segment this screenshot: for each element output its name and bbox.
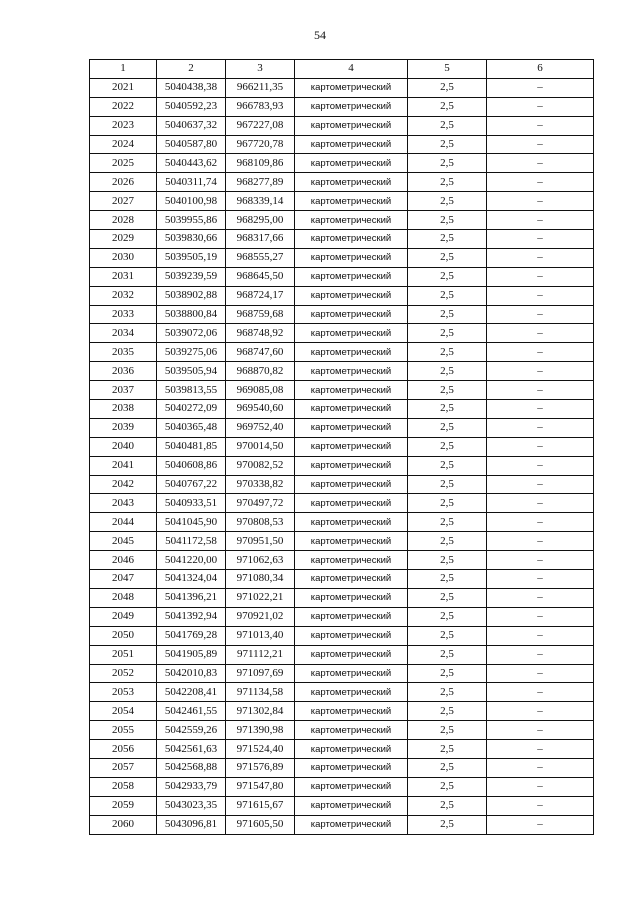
table-row (90, 475, 594, 494)
description-cell: – (487, 513, 594, 532)
description-cell: – (487, 551, 594, 570)
accuracy-cell: 2,5 (408, 683, 487, 702)
x-coordinate-cell: 5039505,94 (157, 362, 226, 381)
y-coordinate-cell: 971547,80 (226, 777, 295, 796)
method-cell: картометрический (295, 116, 408, 135)
point-number-cell: 2043 (90, 494, 157, 513)
table-row (90, 173, 594, 192)
method-cell: картометрический (295, 78, 408, 97)
description-cell: – (487, 588, 594, 607)
description-cell: – (487, 532, 594, 551)
point-number-cell: 2059 (90, 796, 157, 815)
accuracy-cell: 2,5 (408, 740, 487, 759)
table-row (90, 645, 594, 664)
column-header: 1 (90, 60, 157, 79)
accuracy-cell: 2,5 (408, 664, 487, 683)
y-coordinate-cell: 971605,50 (226, 815, 295, 834)
accuracy-cell: 2,5 (408, 721, 487, 740)
point-number-cell: 2027 (90, 192, 157, 211)
accuracy-cell: 2,5 (408, 796, 487, 815)
table-row (90, 400, 594, 419)
table-row (90, 154, 594, 173)
description-cell: – (487, 78, 594, 97)
y-coordinate-cell: 968339,14 (226, 192, 295, 211)
x-coordinate-cell: 5041392,94 (157, 607, 226, 626)
description-cell: – (487, 173, 594, 192)
point-number-cell: 2022 (90, 97, 157, 116)
method-cell: картометрический (295, 456, 408, 475)
table-row (90, 437, 594, 456)
point-number-cell: 2028 (90, 211, 157, 230)
accuracy-cell: 2,5 (408, 626, 487, 645)
y-coordinate-cell: 967227,08 (226, 116, 295, 135)
y-coordinate-cell: 966783,93 (226, 97, 295, 116)
table-row (90, 116, 594, 135)
point-number-cell: 2054 (90, 702, 157, 721)
description-cell: – (487, 664, 594, 683)
x-coordinate-cell: 5040311,74 (157, 173, 226, 192)
table-row (90, 418, 594, 437)
accuracy-cell: 2,5 (408, 78, 487, 97)
accuracy-cell: 2,5 (408, 456, 487, 475)
accuracy-cell: 2,5 (408, 381, 487, 400)
point-number-cell: 2049 (90, 607, 157, 626)
method-cell: картометрический (295, 324, 408, 343)
table-row (90, 740, 594, 759)
table-row (90, 381, 594, 400)
accuracy-cell: 2,5 (408, 645, 487, 664)
description-cell: – (487, 135, 594, 154)
table-row (90, 513, 594, 532)
method-cell: картометрический (295, 248, 408, 267)
accuracy-cell: 2,5 (408, 248, 487, 267)
table-row (90, 664, 594, 683)
method-cell: картометрический (295, 135, 408, 154)
method-cell: картометрический (295, 362, 408, 381)
method-cell: картометрический (295, 664, 408, 683)
description-cell: – (487, 721, 594, 740)
accuracy-cell: 2,5 (408, 173, 487, 192)
method-cell: картометрический (295, 513, 408, 532)
point-number-cell: 2034 (90, 324, 157, 343)
point-number-cell: 2044 (90, 513, 157, 532)
point-number-cell: 2041 (90, 456, 157, 475)
method-cell: картометрический (295, 97, 408, 116)
table-header-row (90, 60, 594, 79)
method-cell: картометрический (295, 702, 408, 721)
method-cell: картометрический (295, 777, 408, 796)
x-coordinate-cell: 5042559,26 (157, 721, 226, 740)
y-coordinate-cell: 968109,86 (226, 154, 295, 173)
table-row (90, 626, 594, 645)
method-cell: картометрический (295, 305, 408, 324)
description-cell: – (487, 230, 594, 249)
method-cell: картометрический (295, 607, 408, 626)
description-cell: – (487, 702, 594, 721)
x-coordinate-cell: 5041396,21 (157, 588, 226, 607)
y-coordinate-cell: 971524,40 (226, 740, 295, 759)
method-cell: картометрический (295, 796, 408, 815)
x-coordinate-cell: 5039830,66 (157, 230, 226, 249)
point-number-cell: 2058 (90, 777, 157, 796)
method-cell: картометрический (295, 758, 408, 777)
description-cell: – (487, 777, 594, 796)
table-body (90, 78, 594, 834)
point-number-cell: 2053 (90, 683, 157, 702)
y-coordinate-cell: 968748,92 (226, 324, 295, 343)
y-coordinate-cell: 968317,66 (226, 230, 295, 249)
table-row (90, 324, 594, 343)
y-coordinate-cell: 970808,53 (226, 513, 295, 532)
point-number-cell: 2030 (90, 248, 157, 267)
description-cell: – (487, 400, 594, 419)
point-number-cell: 2060 (90, 815, 157, 834)
accuracy-cell: 2,5 (408, 777, 487, 796)
point-number-cell: 2031 (90, 267, 157, 286)
x-coordinate-cell: 5040767,22 (157, 475, 226, 494)
table-row (90, 570, 594, 589)
point-number-cell: 2042 (90, 475, 157, 494)
accuracy-cell: 2,5 (408, 532, 487, 551)
x-coordinate-cell: 5042933,79 (157, 777, 226, 796)
y-coordinate-cell: 968645,50 (226, 267, 295, 286)
accuracy-cell: 2,5 (408, 343, 487, 362)
method-cell: картометрический (295, 192, 408, 211)
x-coordinate-cell: 5040438,38 (157, 78, 226, 97)
table-row (90, 721, 594, 740)
point-number-cell: 2055 (90, 721, 157, 740)
y-coordinate-cell: 968295,00 (226, 211, 295, 230)
y-coordinate-cell: 969540,60 (226, 400, 295, 419)
table-row (90, 588, 594, 607)
y-coordinate-cell: 968870,82 (226, 362, 295, 381)
description-cell: – (487, 418, 594, 437)
x-coordinate-cell: 5041045,90 (157, 513, 226, 532)
method-cell: картометрический (295, 211, 408, 230)
description-cell: – (487, 116, 594, 135)
description-cell: – (487, 475, 594, 494)
column-header: 6 (487, 60, 594, 79)
accuracy-cell: 2,5 (408, 192, 487, 211)
x-coordinate-cell: 5040608,86 (157, 456, 226, 475)
description-cell: – (487, 796, 594, 815)
method-cell: картометрический (295, 645, 408, 664)
x-coordinate-cell: 5043096,81 (157, 815, 226, 834)
y-coordinate-cell: 971013,40 (226, 626, 295, 645)
description-cell: – (487, 683, 594, 702)
point-number-cell: 2038 (90, 400, 157, 419)
accuracy-cell: 2,5 (408, 437, 487, 456)
accuracy-cell: 2,5 (408, 211, 487, 230)
accuracy-cell: 2,5 (408, 570, 487, 589)
accuracy-cell: 2,5 (408, 475, 487, 494)
accuracy-cell: 2,5 (408, 702, 487, 721)
description-cell: – (487, 248, 594, 267)
x-coordinate-cell: 5039275,06 (157, 343, 226, 362)
x-coordinate-cell: 5042561,63 (157, 740, 226, 759)
description-cell: – (487, 740, 594, 759)
y-coordinate-cell: 971080,34 (226, 570, 295, 589)
x-coordinate-cell: 5042208,41 (157, 683, 226, 702)
column-header: 5 (408, 60, 487, 79)
y-coordinate-cell: 971576,89 (226, 758, 295, 777)
description-cell: – (487, 267, 594, 286)
accuracy-cell: 2,5 (408, 324, 487, 343)
x-coordinate-cell: 5040100,98 (157, 192, 226, 211)
method-cell: картометрический (295, 532, 408, 551)
x-coordinate-cell: 5042010,83 (157, 664, 226, 683)
x-coordinate-cell: 5040272,09 (157, 400, 226, 419)
y-coordinate-cell: 971022,21 (226, 588, 295, 607)
x-coordinate-cell: 5039072,06 (157, 324, 226, 343)
point-number-cell: 2026 (90, 173, 157, 192)
description-cell: – (487, 97, 594, 116)
table-row (90, 211, 594, 230)
x-coordinate-cell: 5039955,86 (157, 211, 226, 230)
y-coordinate-cell: 970951,50 (226, 532, 295, 551)
table-row (90, 286, 594, 305)
point-number-cell: 2052 (90, 664, 157, 683)
table-row (90, 777, 594, 796)
column-header: 4 (295, 60, 408, 79)
table-row (90, 248, 594, 267)
accuracy-cell: 2,5 (408, 305, 487, 324)
table-row (90, 78, 594, 97)
description-cell: – (487, 456, 594, 475)
description-cell: – (487, 626, 594, 645)
table-row (90, 230, 594, 249)
method-cell: картометрический (295, 815, 408, 834)
y-coordinate-cell: 968759,68 (226, 305, 295, 324)
description-cell: – (487, 343, 594, 362)
y-coordinate-cell: 968555,27 (226, 248, 295, 267)
page-number: 54 (314, 28, 326, 42)
x-coordinate-cell: 5043023,35 (157, 796, 226, 815)
table-row (90, 362, 594, 381)
method-cell: картометрический (295, 740, 408, 759)
method-cell: картометрический (295, 475, 408, 494)
method-cell: картометрический (295, 551, 408, 570)
point-number-cell: 2033 (90, 305, 157, 324)
accuracy-cell: 2,5 (408, 286, 487, 305)
x-coordinate-cell: 5040365,48 (157, 418, 226, 437)
point-number-cell: 2025 (90, 154, 157, 173)
point-number-cell: 2037 (90, 381, 157, 400)
x-coordinate-cell: 5039239,59 (157, 267, 226, 286)
point-number-cell: 2024 (90, 135, 157, 154)
y-coordinate-cell: 970338,82 (226, 475, 295, 494)
y-coordinate-cell: 971615,67 (226, 796, 295, 815)
table-row (90, 267, 594, 286)
x-coordinate-cell: 5040592,23 (157, 97, 226, 116)
y-coordinate-cell: 971097,69 (226, 664, 295, 683)
table-row (90, 815, 594, 834)
x-coordinate-cell: 5040933,51 (157, 494, 226, 513)
y-coordinate-cell: 970014,50 (226, 437, 295, 456)
method-cell: картометрический (295, 626, 408, 645)
description-cell: – (487, 494, 594, 513)
method-cell: картометрический (295, 494, 408, 513)
point-number-cell: 2023 (90, 116, 157, 135)
y-coordinate-cell: 971302,84 (226, 702, 295, 721)
column-header: 3 (226, 60, 295, 79)
y-coordinate-cell: 971062,63 (226, 551, 295, 570)
x-coordinate-cell: 5041172,58 (157, 532, 226, 551)
table-row (90, 343, 594, 362)
y-coordinate-cell: 968747,60 (226, 343, 295, 362)
accuracy-cell: 2,5 (408, 97, 487, 116)
method-cell: картометрический (295, 437, 408, 456)
method-cell: картометрический (295, 173, 408, 192)
method-cell: картометрический (295, 267, 408, 286)
x-coordinate-cell: 5040443,62 (157, 154, 226, 173)
y-coordinate-cell: 971134,58 (226, 683, 295, 702)
method-cell: картометрический (295, 343, 408, 362)
description-cell: – (487, 437, 594, 456)
accuracy-cell: 2,5 (408, 758, 487, 777)
table-row (90, 305, 594, 324)
description-cell: – (487, 211, 594, 230)
method-cell: картометрический (295, 154, 408, 173)
description-cell: – (487, 324, 594, 343)
method-cell: картометрический (295, 721, 408, 740)
table-row (90, 97, 594, 116)
method-cell: картометрический (295, 418, 408, 437)
accuracy-cell: 2,5 (408, 135, 487, 154)
table-row (90, 135, 594, 154)
point-number-cell: 2046 (90, 551, 157, 570)
table-row (90, 702, 594, 721)
y-coordinate-cell: 969752,40 (226, 418, 295, 437)
accuracy-cell: 2,5 (408, 418, 487, 437)
accuracy-cell: 2,5 (408, 494, 487, 513)
accuracy-cell: 2,5 (408, 607, 487, 626)
y-coordinate-cell: 971112,21 (226, 645, 295, 664)
table-row (90, 607, 594, 626)
point-number-cell: 2057 (90, 758, 157, 777)
x-coordinate-cell: 5042568,88 (157, 758, 226, 777)
method-cell: картометрический (295, 570, 408, 589)
y-coordinate-cell: 970497,72 (226, 494, 295, 513)
method-cell: картометрический (295, 286, 408, 305)
table-row (90, 758, 594, 777)
accuracy-cell: 2,5 (408, 513, 487, 532)
accuracy-cell: 2,5 (408, 267, 487, 286)
x-coordinate-cell: 5042461,55 (157, 702, 226, 721)
point-number-cell: 2039 (90, 418, 157, 437)
table-row (90, 683, 594, 702)
y-coordinate-cell: 971390,98 (226, 721, 295, 740)
point-number-cell: 2029 (90, 230, 157, 249)
x-coordinate-cell: 5040587,80 (157, 135, 226, 154)
point-number-cell: 2021 (90, 78, 157, 97)
accuracy-cell: 2,5 (408, 400, 487, 419)
point-number-cell: 2050 (90, 626, 157, 645)
description-cell: – (487, 362, 594, 381)
point-number-cell: 2051 (90, 645, 157, 664)
x-coordinate-cell: 5039505,19 (157, 248, 226, 267)
description-cell: – (487, 815, 594, 834)
x-coordinate-cell: 5041905,89 (157, 645, 226, 664)
x-coordinate-cell: 5040637,32 (157, 116, 226, 135)
table-row (90, 456, 594, 475)
x-coordinate-cell: 5038902,88 (157, 286, 226, 305)
x-coordinate-cell: 5041324,04 (157, 570, 226, 589)
point-number-cell: 2047 (90, 570, 157, 589)
point-number-cell: 2035 (90, 343, 157, 362)
description-cell: – (487, 305, 594, 324)
point-number-cell: 2048 (90, 588, 157, 607)
coordinates-table (89, 59, 594, 835)
accuracy-cell: 2,5 (408, 116, 487, 135)
x-coordinate-cell: 5041769,28 (157, 626, 226, 645)
description-cell: – (487, 154, 594, 173)
description-cell: – (487, 607, 594, 626)
x-coordinate-cell: 5039813,55 (157, 381, 226, 400)
table-row (90, 532, 594, 551)
method-cell: картометрический (295, 230, 408, 249)
method-cell: картометрический (295, 588, 408, 607)
description-cell: – (487, 192, 594, 211)
description-cell: – (487, 645, 594, 664)
table-row (90, 192, 594, 211)
method-cell: картометрический (295, 381, 408, 400)
accuracy-cell: 2,5 (408, 362, 487, 381)
column-header: 2 (157, 60, 226, 79)
point-number-cell: 2032 (90, 286, 157, 305)
x-coordinate-cell: 5038800,84 (157, 305, 226, 324)
y-coordinate-cell: 967720,78 (226, 135, 295, 154)
description-cell: – (487, 570, 594, 589)
accuracy-cell: 2,5 (408, 154, 487, 173)
y-coordinate-cell: 966211,35 (226, 78, 295, 97)
x-coordinate-cell: 5041220,00 (157, 551, 226, 570)
x-coordinate-cell: 5040481,85 (157, 437, 226, 456)
description-cell: – (487, 381, 594, 400)
point-number-cell: 2045 (90, 532, 157, 551)
point-number-cell: 2036 (90, 362, 157, 381)
accuracy-cell: 2,5 (408, 588, 487, 607)
point-number-cell: 2056 (90, 740, 157, 759)
y-coordinate-cell: 968277,89 (226, 173, 295, 192)
table-row (90, 551, 594, 570)
table-row (90, 796, 594, 815)
method-cell: картометрический (295, 683, 408, 702)
y-coordinate-cell: 970082,52 (226, 456, 295, 475)
accuracy-cell: 2,5 (408, 551, 487, 570)
y-coordinate-cell: 968724,17 (226, 286, 295, 305)
accuracy-cell: 2,5 (408, 815, 487, 834)
table-row (90, 494, 594, 513)
point-number-cell: 2040 (90, 437, 157, 456)
method-cell: картометрический (295, 400, 408, 419)
description-cell: – (487, 286, 594, 305)
accuracy-cell: 2,5 (408, 230, 487, 249)
description-cell: – (487, 758, 594, 777)
y-coordinate-cell: 969085,08 (226, 381, 295, 400)
y-coordinate-cell: 970921,02 (226, 607, 295, 626)
